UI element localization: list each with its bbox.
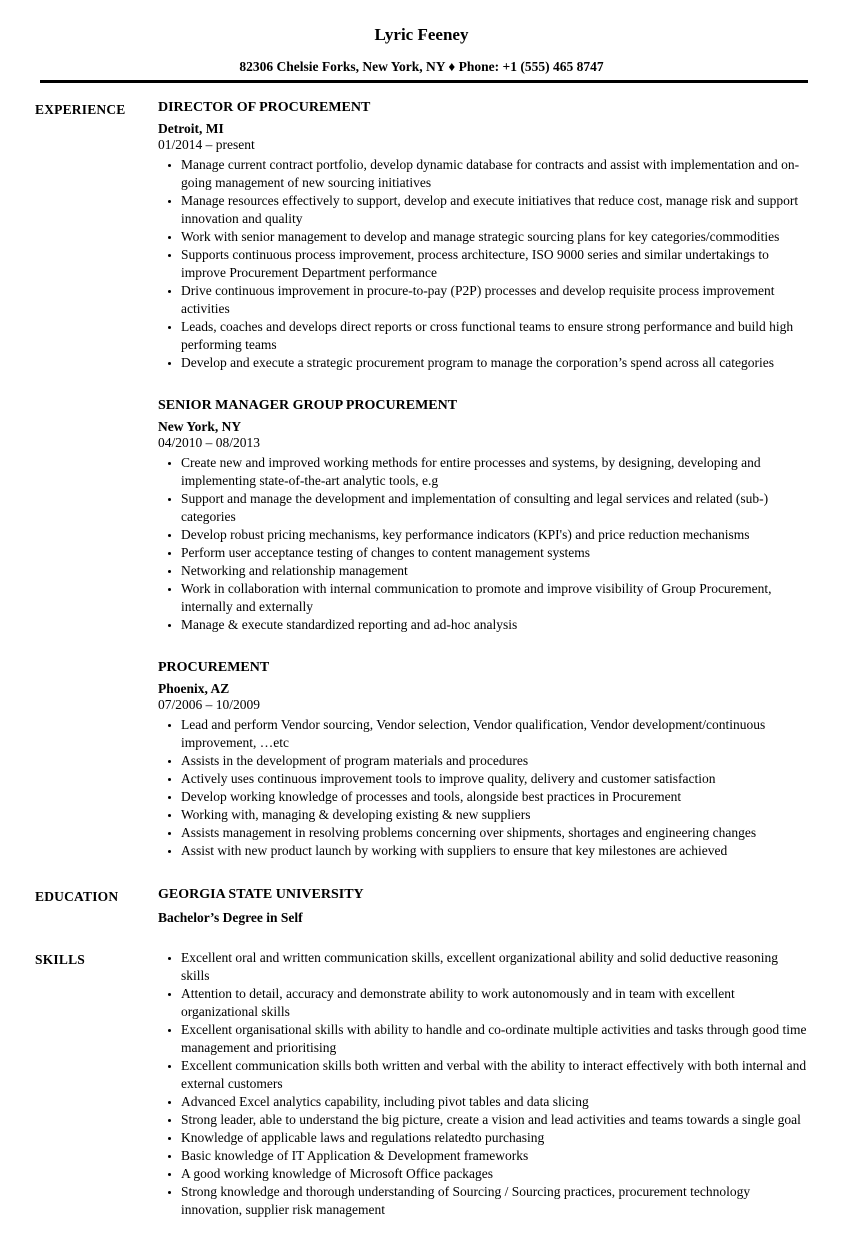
education-content [158,886,808,926]
job-entry-1 [158,99,808,372]
job-dates: 07/2006 – 10/2009 [158,697,261,712]
bullet-item: • Assist with new product launch by working with suppliers to ensure that key milestones are achieved [181,842,808,860]
bullet-item: • Develop and execute a strategic procurement program to manage the corporation’s spend across all categories [181,354,808,372]
bullet-item: • Manage current contract portfolio, develop dynamic database for contracts and assist with implementation and on-going management of new sourcing initiatives [181,156,808,192]
bullet-item: • Assists in the development of program materials and procedures [181,752,808,770]
bullet-item: • Work with senior management to develop and manage strategic sourcing plans for key categories/commodities [181,228,808,246]
bullet-item: • Basic knowledge of IT Application & Development frameworks [181,1147,808,1165]
education-degree: Bachelor’s Degree in Self [158,910,303,925]
job-location: Phoenix, AZ [158,681,230,696]
bullet-item: • Strong knowledge and thorough understanding of Sourcing / Sourcing practices, procurement technology innovation, supplier risk management [181,1183,808,1219]
bullet-item: • Advanced Excel analytics capability, including pivot tables and data slicing [181,1093,808,1111]
job-bullet-list [158,716,808,860]
job-location: New York, NY [158,419,242,434]
experience-content [158,99,808,860]
skills-bullet-list [158,949,808,1219]
job-dates: 01/2014 – present [158,137,255,152]
bullet-item: • Supports continuous process improvement, process architecture, ISO 9000 series and similar undertakings to improve Procurement Department performance [181,246,808,282]
bullet-item: • Drive continuous improvement in procure-to-pay (P2P) processes and develop requisite process improvement activities [181,282,808,318]
bullet-item: • Lead and perform Vendor sourcing, Vendor selection, Vendor qualification, Vendor development/continuous improvement, …etc [181,716,808,752]
section-experience [35,99,808,860]
job-dates: 04/2010 – 08/2013 [158,435,261,450]
bullet-item: • Create new and improved working methods for entire processes and systems, by designing, developing and implementing state-of-the-art analytic tools, e.g [181,454,808,490]
bullet-item: • Excellent oral and written communication skills, excellent organizational ability and solid deductive reasoning skills [181,949,808,985]
bullet-item: • Perform user acceptance testing of changes to content management systems [181,544,808,562]
bullet-item: • Support and manage the development and implementation of consulting and legal services and related (sub-) categories [181,490,808,526]
section-skills [35,949,808,1219]
job-entry-2 [158,397,808,634]
contact-line: 82306 Chelsie Forks, New York, NY ♦ Phone: +1 (555) 465 8747 [239,59,604,74]
resume-name: Lyric Feeney [374,25,469,44]
bullet-item: • Excellent organisational skills with ability to handle and co-ordinate multiple activities and tasks through good time management and prioritising [181,1021,808,1057]
bullet-item: • Assists management in resolving problems concerning over shipments, shortages and engineering changes [181,824,808,842]
job-bullet-list [158,454,808,634]
bullet-item: • Actively uses continuous improvement tools to improve quality, delivery and customer satisfaction [181,770,808,788]
job-title: SENIOR MANAGER GROUP PROCUREMENT [158,398,458,413]
job-title: PROCUREMENT [158,660,270,675]
section-label-experience: EXPERIENCE [35,102,126,117]
education-school: GEORGIA STATE UNIVERSITY [158,887,364,902]
bullet-item: • A good working knowledge of Microsoft Office packages [181,1165,808,1183]
bullet-item: • Manage & execute standardized reporting and ad-hoc analysis [181,616,808,634]
bullet-item: • Develop robust pricing mechanisms, key performance indicators (KPI's) and price reduction mechanisms [181,526,808,544]
bullet-item: • Leads, coaches and develops direct reports or cross functional teams to ensure strong performance and build high performing teams [181,318,808,354]
job-bullet-list [158,156,808,372]
skills-content [158,949,808,1219]
section-label-education: EDUCATION [35,889,119,904]
section-education [35,886,808,926]
bullet-item: • Networking and relationship management [181,562,808,580]
section-label-skills: SKILLS [35,952,85,967]
header-divider [40,80,808,83]
bullet-item: • Work in collaboration with internal communication to promote and improve visibility of Group Procurement, internally and externally [181,580,808,616]
bullet-item: • Attention to detail, accuracy and demonstrate ability to work autonomously and in team with excellent organizational skills [181,985,808,1021]
bullet-item: • Strong leader, able to understand the big picture, create a vision and lead activities and teams towards a single goal [181,1111,808,1129]
bullet-item: • Working with, managing & developing existing & new suppliers [181,806,808,824]
job-entry-3 [158,659,808,860]
bullet-item: • Manage resources effectively to support, develop and execute initiatives that reduce cost, manage risk and support innovation and quality [181,192,808,228]
job-location: Detroit, MI [158,121,224,136]
bullet-item: • Excellent communication skills both written and verbal with the ability to interact effectively with both internal and external customers [181,1057,808,1093]
job-title: DIRECTOR OF PROCUREMENT [158,100,371,115]
bullet-item: • Knowledge of applicable laws and regulations relatedto purchasing [181,1129,808,1147]
bullet-item: • Develop working knowledge of processes and tools, alongside best practices in Procurement [181,788,808,806]
